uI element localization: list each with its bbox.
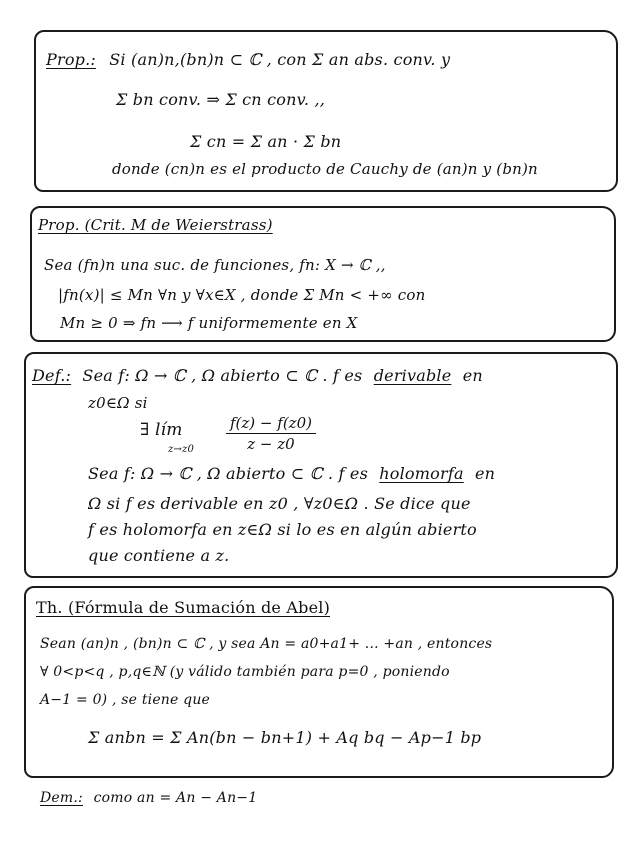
def-frac-numerator: f(z) − f(z0) — [226, 414, 316, 434]
def-text3: Sea f: Ω → ℂ , Ω abierto ⊂ ℂ . f es — [88, 464, 368, 483]
def-text1: Sea f: Ω → ℂ , Ω abierto ⊂ ℂ . f es — [82, 366, 363, 385]
prop-cauchy-line2: Σ bn conv. ⇒ Σ cn conv. ,, — [116, 90, 326, 109]
def-frac-denominator: z − z0 — [247, 435, 295, 453]
def-label: Def.: — [32, 366, 72, 385]
prop-cauchy-formula: Σ cn = Σ an · Σ bn — [190, 132, 342, 151]
prop-cauchy-text1: Si (an)n,(bn)n ⊂ ℂ , con Σ an abs. conv. y — [109, 50, 451, 69]
abel-line1: Sean (an)n , (bn)n ⊂ ℂ , y sea An = a0+a1+ ... +an , entonces — [40, 636, 493, 652]
dem-text: como an = An − An−1 — [93, 790, 258, 806]
def-text3-end: en — [474, 464, 496, 483]
abel-line2: ∀ 0<p<q , p,q∈ℕ (y válido también para p=0 , poniendo — [40, 664, 450, 680]
prop-cauchy-label: Prop.: — [46, 50, 96, 69]
prop-cauchy-line4: donde (cn)n es el producto de Cauchy de (an)n y (bn)n — [112, 160, 538, 178]
prop-weierstrass-line2: |fn(x)| ≤ Mn ∀n y ∀x∈X , donde Σ Mn < +∞ con — [58, 286, 426, 304]
def-line1 — [32, 366, 483, 385]
def-line6: que contiene a z. — [88, 546, 230, 565]
abel-line3: A−1 = 0) , se tiene que — [40, 692, 211, 708]
prop-weierstrass-line1: Sea (fn)n una suc. de funciones, fn: X → ℂ ,, — [44, 256, 386, 274]
dem-label: Dem.: — [40, 790, 83, 806]
abel-label: Th. (Fórmula de Sumación de Abel) — [36, 598, 331, 617]
abel-formula: Σ anbn = Σ An(bn − bn+1) + Aq bq − Ap−1 bp — [88, 728, 482, 747]
def-text1-end: en — [462, 366, 483, 385]
prop-weierstrass-line3: Mn ≥ 0 ⇒ fn ⟶ f uniformemente en X — [60, 314, 358, 332]
def-derivable-term: derivable — [373, 366, 452, 385]
dem-line — [40, 790, 257, 806]
prop-cauchy-line1 — [46, 50, 450, 69]
prop-weierstrass-label: Prop. (Crit. M de Weierstrass) — [38, 216, 273, 234]
def-line3 — [88, 464, 495, 483]
def-holomorfa-term: holomorfa — [379, 464, 464, 483]
def-limit-subscript: z→z0 — [168, 444, 195, 455]
def-limit-exists: ∃ lím — [140, 420, 183, 440]
def-line2: z0∈Ω si — [88, 394, 148, 412]
def-line4: Ω si f es derivable en z0 , ∀z0∈Ω . Se dice que — [88, 494, 471, 513]
def-line5: f es holomorfa en z∈Ω si lo es en algún abierto — [88, 520, 477, 539]
def-difference-quotient — [226, 414, 316, 453]
